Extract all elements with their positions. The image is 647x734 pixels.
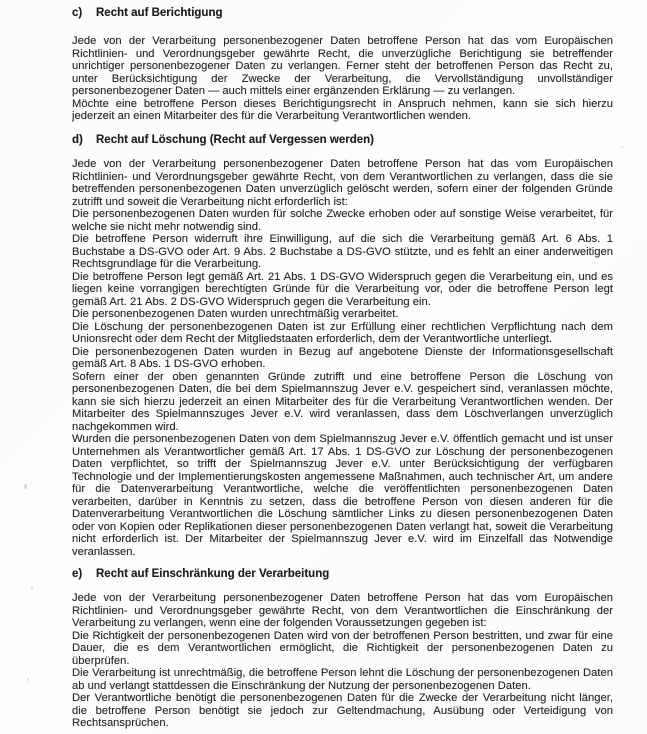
section-right-to-erasure [72, 134, 613, 560]
paragraph: Der Verantwortliche benötigt die personenbezogenen Daten für die Zwecke der Verarbeitung nicht länger, die betroffene Person benötigt sie jedoch zur Geltendmachung, Ausübung oder Verteidigung von Rechtsansprüchen. [72, 692, 613, 729]
paragraph: Jede von der Verarbeitung personenbezogener Daten betroffene Person hat das vom Europäischen Richtlinien- und Verordnungsgeber gewährte Recht, von dem Verantwortlichen die Einschränkung der Verarbeitung zu verlangen, wenn eine der folgenden Voraussetzungen gegeben ist: [72, 592, 613, 629]
section-body [72, 158, 613, 560]
paragraph: Möchte eine betroffene Person dieses Berichtigungsrecht in Anspruch nehmen, kann sie sich hierzu jederzeit an einen Mitarbeiter des für die Verarbeitung Verantwortlichen wenden. [72, 97, 613, 122]
paragraph: Die personenbezogenen Daten wurden für solche Zwecke erhoben oder auf sonstige Weise verarbeitet, für welche sie nicht mehr notwendig sind. [72, 208, 613, 233]
paragraph: Wurden die personenbezogenen Daten von dem Spielmannszug Jever e.V. öffentlich gemacht und ist unser Unternehmen als Verantwortlicher gemäß Art. 17 Abs. 1 DS-GVO zur Löschung der personenbezogenen Daten verpflichtet, so trifft der Spielmannszug Jever e.V. unter Berücksichtigung der verfügbaren Technologie und der Implementierungskosten angemessene Maßnahmen, auch technischer Art, um andere für die Datenverarbeitung Verantwortliche, welche die veröffentlichten personenbezogenen Daten verarbeiten, darüber in Kenntnis zu setzen, dass die betroffene Person von diesen anderen für die Datenverarbeitung Verantwortlichen die Löschung sämtlicher Links zu diesen personenbezogenen Daten oder von Kopien oder Replikationen dieser personenbezogenen Daten verlangt hat, soweit die Verarbeitung nicht erforderlich ist. Der Mitarbeiter der Spielmannszug Jever e.V. wird im Einzelfall das Notwendige veranlassen. [72, 433, 613, 558]
scan-artifact [27, 678, 29, 681]
section-title: Recht auf Einschränkung der Verarbeitung [96, 568, 330, 580]
section-title: Recht auf Berichtigung [96, 7, 223, 19]
section-title: Recht auf Löschung (Recht auf Vergessen werden) [96, 134, 374, 146]
paragraph: Sofern einer der oben genannten Gründe zutrifft und eine betroffene Person die Löschung von personenbezogenen Daten, die bei dem Spielmannszug Jever e.V. gespeichert sind, veranlassen möchte, kann sie sich hierzu jederzeit an einen Mitarbeiter des für die Verarbeitung Verantwortlichen wenden. Der Mitarbeiter des Spielmannszuges Jever e.V. wird veranlassen, dass dem Löschverlangen unverzüglich nachgekommen wird. [72, 370, 613, 433]
paragraph: Die Löschung der personenbezogenen Daten ist zur Erfüllung einer rechtlichen Verpflichtung nach dem Unionsrecht oder dem Recht der Mitgliedstaaten erforderlich, dem der Verantwortliche unterliegt. [72, 320, 613, 345]
section-body [72, 592, 613, 734]
section-label: d) [72, 134, 83, 146]
paragraph: Die personenbezogenen Daten wurden unrechtmäßig verarbeitet. [72, 308, 399, 320]
paragraph: Jede von der Verarbeitung personenbezogener Daten betroffene Person hat das vom Europäischen Richtlinien- und Verordnungsgeber gewährte Recht, von dem Verantwortlichen zu verlangen, dass die sie betreffenden personenbezogenen Daten unverzüglich gelöscht werden, sofern einer der folgenden Gründe zutrifft und soweit die Verarbeitung nicht erforderlich ist: [72, 158, 613, 208]
paragraph: Jede von der Verarbeitung personenbezogener Daten betroffene Person hat das vom Europäischen Richtlinien- und Verordnungsgeber gewährte Recht, die unverzügliche Berichtigung sie betreffender unrichtiger personenbezogener Daten zu verlangen. Ferner steht der betroffenen Person das Recht zu, unter Berücksichtigung der Zwecke der Verarbeitung, die Vervollständigung unvollständiger personenbezogener Daten — auch mittels einer ergänzenden Erklärung — zu verlangen. [72, 35, 613, 97]
section-right-to-restriction [72, 568, 613, 734]
section-right-to-rectification [72, 7, 613, 125]
paragraph: Die personenbezogenen Daten wurden in Bezug auf angebotene Dienste der Informationsgesellschaft gemäß Art. 8 Abs. 1 DS-GVO erhoben. [72, 345, 613, 370]
paragraph: Die Richtigkeit der personenbezogenen Daten wird von der betroffenen Person bestritten, und zwar für eine Dauer, die es dem Verantwortlichen ermöglicht, die Richtigkeit der personenbezogenen Daten zu überprüfen. [72, 629, 613, 667]
section-label: c) [72, 7, 83, 19]
section-body [72, 35, 613, 125]
paragraph: Die Verarbeitung ist unrechtmäßig, die betroffene Person lehnt die Löschung der personenbezogenen Daten ab und verlangt stattdessen die Einschränkung der Nutzung der personenbezogenen Daten. [72, 667, 613, 692]
scan-artifact [24, 484, 27, 489]
section-heading [72, 568, 613, 581]
section-label: e) [72, 568, 83, 580]
section-heading [72, 7, 613, 20]
paragraph: Die betroffene Person widerruft ihre Einwilligung, auf die sich die Verarbeitung gemäß Art. 6 Abs. 1 Buchstabe a DS-GVO oder Art. 9 Abs. 2 Buchstabe a DS-GVO stützte, und es fehlt an einer anderweitigen Rechtsgrundlage für die Verarbeitung. [72, 233, 613, 270]
section-heading [72, 134, 613, 147]
paragraph: Die betroffene Person legt gemäß Art. 21 Abs. 1 DS-GVO Widerspruch gegen die Verarbeitung ein, und es liegen keine vorrangigen berechtigten Gründe für die Verarbeitung vor, oder die betroffene Person legt gemäß Art. 21 Abs. 2 DS-GVO Widerspruch gegen die Verarbeitung ein. [72, 270, 613, 308]
scan-artifact [31, 586, 33, 589]
scan-artifact [621, 146, 623, 148]
